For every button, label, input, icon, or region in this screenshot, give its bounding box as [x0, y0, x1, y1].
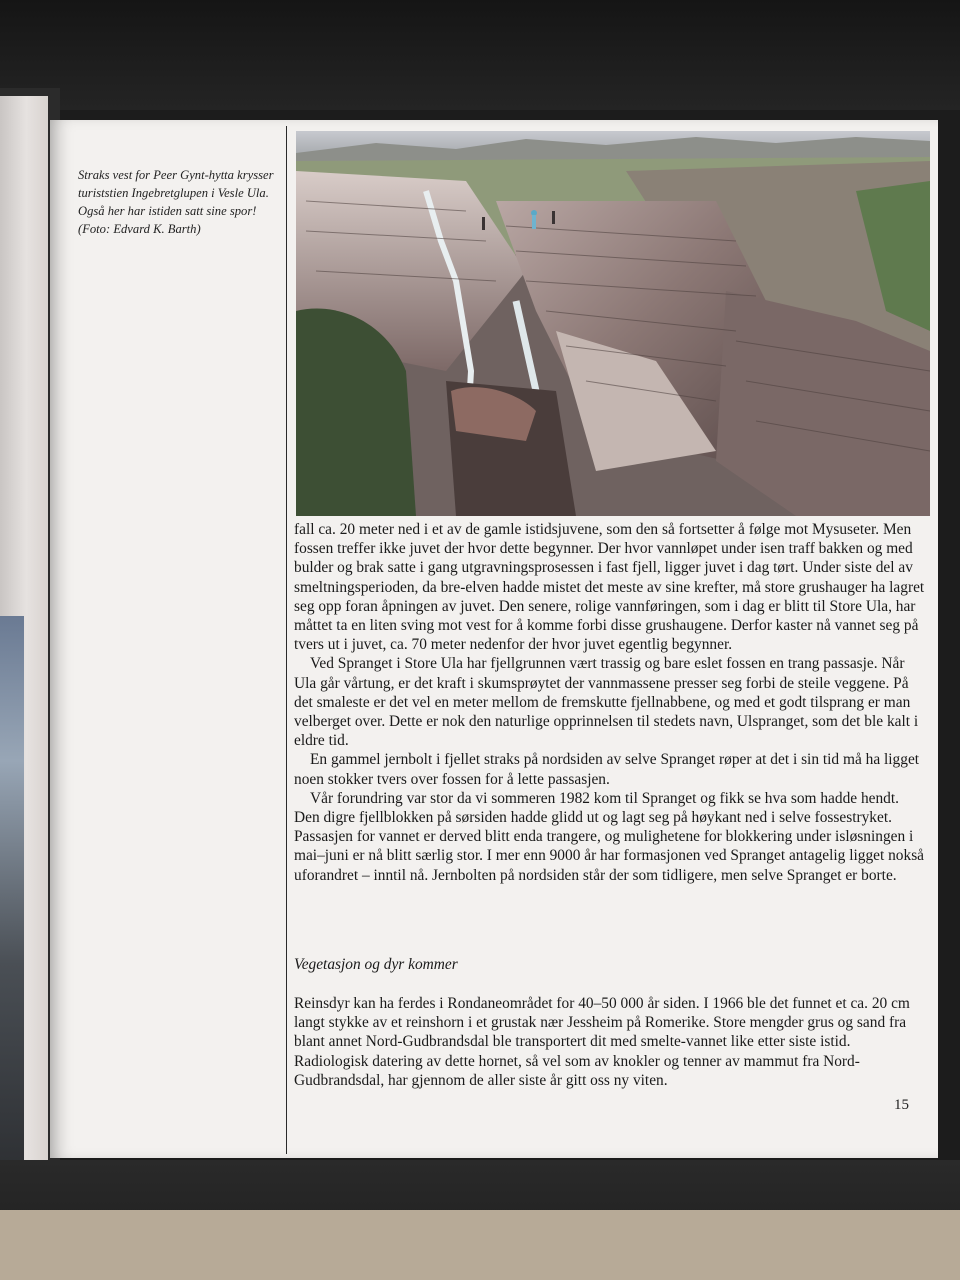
table-background-top — [0, 0, 960, 110]
paragraph-4: Vår forundring var stor da vi sommeren 1982 kom til Spranget og fikk se hva som hadde hendt. Den digre fjellblokken på sørsiden hadde glidd ut og lagt seg på høykant ned i selve fossestryket. Passasjen for vannet er derved blitt enda trangere, og mulighetene for blokkering under isløsningen i mai–juni er nå blitt særlig stor. I mer enn 9000 år har formasjonen ved Spranget antagelig ligget nokså uforandret – inntil nå. Jernbolten på nordsiden står der som tidligere, men selve Spranget er borte. — [294, 789, 925, 884]
photo-caption: Straks vest for Peer Gynt-hytta krysser turiststien Ingebretglupen i Vesle Ula. Også her har istiden satt sine spor! (Foto: Edvard K. Barth) — [78, 168, 274, 236]
right-page-number: 15 — [894, 1097, 909, 1113]
column-divider — [286, 126, 287, 1154]
left-page-photo-edge — [0, 616, 24, 1196]
paragraph-1: fall ca. 20 meter ned i et av de gamle istidsjuvene, som den så fortsetter å følge mot Mysuseter. Men fossen treffer ikke juvet der hvor dette begynner. Der hvor vannløpet under isen traff bakken og med bulder og brak satte i gang utgravningsprosessen i fast fjell, ligger juvet i dag tørt. Under siste del av smeltningsperioden, da bre-elven hadde mistet det meste av sine krefter, må store grushauger ha lagret seg opp foran åpningen av juvet. Den senere, rolige vannføringen, som i dag er blitt til Store Ula, har måttet ta en liten sving mot vest for å komme forbi disse grushaugene. Derfor kaster nå vannet seg på tvers ut i juvet, ca. 70 meter nedenfor der hvor juvet egentlig begynner. — [294, 521, 925, 654]
paragraph-3: En gammel jernbolt i fjellet straks på nordsiden av selve Spranget røper at det i sin tid må ha ligget noen stokker tvers over fossen for å lette passasjen. — [294, 751, 920, 788]
canyon-photo — [296, 131, 930, 516]
body-text — [294, 520, 926, 885]
left-page — [0, 96, 48, 1168]
section-heading: Vegetasjon og dyr kommer — [294, 956, 458, 973]
floor-background — [0, 1210, 960, 1280]
canyon-photo-icon — [296, 131, 930, 516]
section-paragraph: Reinsdyr kan ha ferdes i Rondaneområdet for 40–50 000 år siden. I 1966 ble det funnet et ca. 20 cm langt stykke av et reinshorn i et grustak nær Jessheim på Romerike. Store mengder grus og sand fra blant annet Nord-Gudbrandsdal ble transportert dit med smelte-vannet like etter siste istid. Radiologisk datering av dette hornet, så vel som av knokler og tenner av mammut fra Nord-Gudbrandsdal, har gjennom de aller siste år gitt oss ny viten. — [294, 995, 910, 1089]
paragraph-2: Ved Spranget i Store Ula har fjellgrunnen vært trassig og bare eslet fossen en trang passasje. Når Ula går vårtung, er det kraft i skumsprøytet der vannmassene presser seg forbi de steile veggene. På det smaleste er det vel en meter mellom de fremskutte fjellnabbene, og med et godt tilsprang er man velberget over. Dette er nok den naturlige opprinnelsen til stedets navn, Ulspranget, som det ble kalt i eldre tid. — [294, 655, 919, 750]
